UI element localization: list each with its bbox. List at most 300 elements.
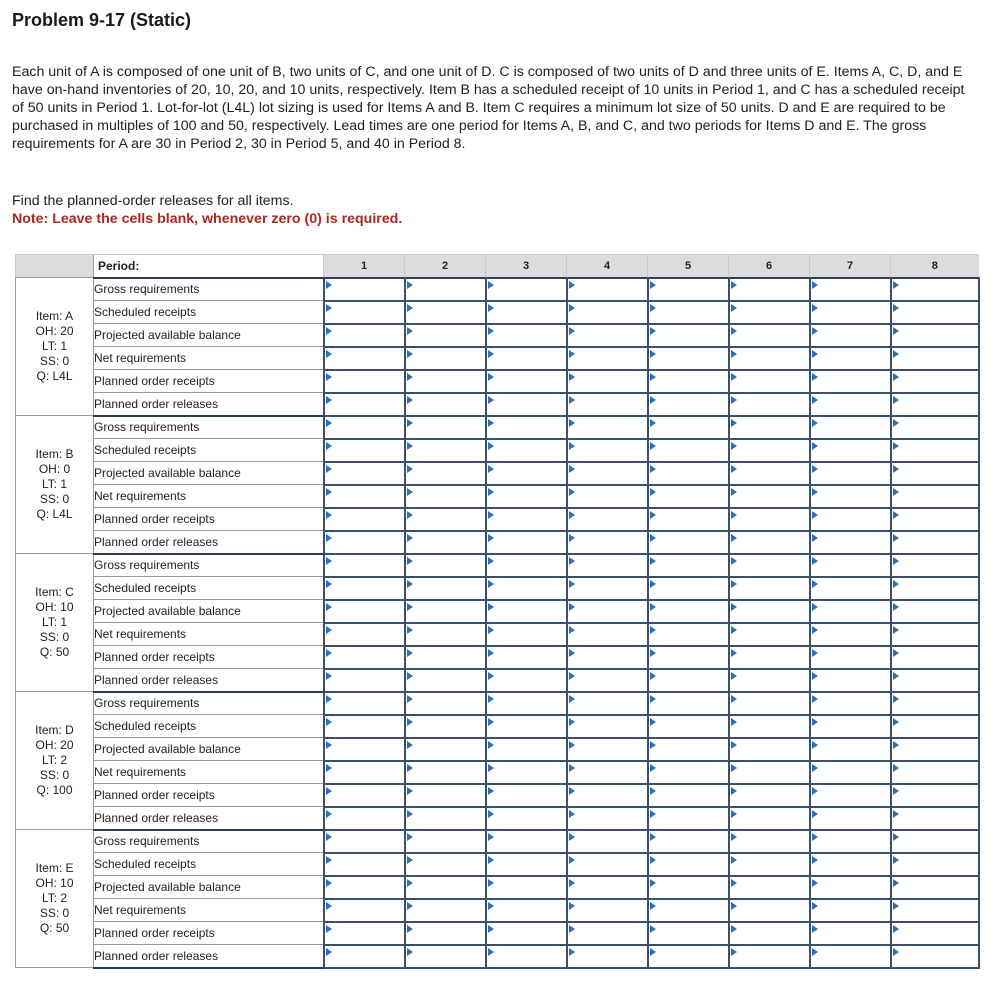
cell-marker-icon [569, 856, 575, 864]
answer-cell[interactable] [810, 830, 891, 853]
answer-cell[interactable] [486, 347, 567, 370]
answer-cell[interactable] [891, 623, 979, 646]
answer-cell[interactable] [405, 899, 486, 922]
answer-cell[interactable] [567, 922, 648, 945]
answer-cell[interactable] [567, 738, 648, 761]
cell-marker-icon [650, 373, 656, 381]
answer-cell[interactable] [324, 807, 405, 830]
answer-cell[interactable] [648, 784, 729, 807]
answer-cell[interactable] [567, 439, 648, 462]
answer-cell[interactable] [405, 485, 486, 508]
answer-cell[interactable] [324, 899, 405, 922]
cell-marker-icon [488, 304, 494, 312]
cell-marker-icon [407, 419, 413, 427]
answer-cell[interactable] [405, 669, 486, 692]
answer-cell[interactable] [567, 531, 648, 554]
answer-cell[interactable] [486, 301, 567, 324]
cell-marker-icon [650, 787, 656, 795]
cell-marker-icon [812, 879, 818, 887]
cell-marker-icon [731, 488, 737, 496]
answer-cell[interactable] [891, 370, 979, 393]
answer-cell[interactable] [648, 278, 729, 301]
cell-marker-icon [812, 833, 818, 841]
answer-cell[interactable] [486, 554, 567, 577]
answer-cell[interactable] [486, 692, 567, 715]
answer-cell[interactable] [810, 922, 891, 945]
answer-cell[interactable] [648, 945, 729, 968]
answer-cell[interactable] [324, 393, 405, 416]
answer-cell[interactable] [486, 462, 567, 485]
answer-cell[interactable] [324, 715, 405, 738]
answer-cell[interactable] [324, 830, 405, 853]
answer-cell[interactable] [810, 761, 891, 784]
answer-cell[interactable] [486, 278, 567, 301]
answer-cell[interactable] [405, 784, 486, 807]
answer-cell[interactable] [891, 301, 979, 324]
answer-cell[interactable] [891, 922, 979, 945]
answer-cell[interactable] [567, 462, 648, 485]
cell-marker-icon [812, 442, 818, 450]
answer-cell[interactable] [486, 577, 567, 600]
answer-cell[interactable] [405, 761, 486, 784]
answer-cell[interactable] [486, 393, 567, 416]
answer-cell[interactable] [324, 600, 405, 623]
row-label: Planned order releases [94, 669, 324, 692]
answer-cell[interactable] [405, 508, 486, 531]
cell-marker-icon [488, 695, 494, 703]
row-label: Net requirements [94, 623, 324, 646]
answer-cell[interactable] [486, 761, 567, 784]
cell-marker-icon [731, 580, 737, 588]
answer-cell[interactable] [405, 715, 486, 738]
answer-cell[interactable] [648, 347, 729, 370]
answer-cell[interactable] [567, 278, 648, 301]
answer-cell[interactable] [405, 922, 486, 945]
answer-cell[interactable] [648, 370, 729, 393]
answer-cell[interactable] [891, 347, 979, 370]
answer-cell[interactable] [891, 324, 979, 347]
answer-cell[interactable] [891, 462, 979, 485]
answer-cell[interactable] [324, 623, 405, 646]
answer-cell[interactable] [891, 876, 979, 899]
answer-cell[interactable] [405, 853, 486, 876]
answer-cell[interactable] [567, 623, 648, 646]
answer-cell[interactable] [486, 669, 567, 692]
answer-cell[interactable] [891, 646, 979, 669]
answer-cell[interactable] [729, 301, 810, 324]
cell-marker-icon [650, 810, 656, 818]
answer-cell[interactable] [891, 508, 979, 531]
answer-cell[interactable] [324, 761, 405, 784]
item-oh: OH: 20 [35, 738, 74, 752]
answer-cell[interactable] [648, 692, 729, 715]
item-lt: LT: 1 [41, 615, 68, 629]
item-oh: OH: 10 [35, 876, 74, 890]
answer-cell[interactable] [324, 945, 405, 968]
answer-cell[interactable] [729, 508, 810, 531]
answer-cell[interactable] [729, 853, 810, 876]
answer-cell[interactable] [810, 301, 891, 324]
answer-cell[interactable] [729, 646, 810, 669]
instruction-text: Find the planned-order releases for all items. [12, 193, 294, 209]
answer-cell[interactable] [810, 715, 891, 738]
answer-cell[interactable] [810, 324, 891, 347]
answer-cell[interactable] [729, 554, 810, 577]
answer-cell[interactable] [810, 876, 891, 899]
answer-cell[interactable] [729, 577, 810, 600]
answer-cell[interactable] [567, 669, 648, 692]
answer-cell[interactable] [810, 439, 891, 462]
answer-cell[interactable] [405, 577, 486, 600]
row-label: Projected available balance [94, 462, 324, 485]
answer-cell[interactable] [567, 784, 648, 807]
answer-cell[interactable] [648, 531, 729, 554]
answer-cell[interactable] [891, 853, 979, 876]
answer-cell[interactable] [567, 853, 648, 876]
table-row [16, 853, 979, 876]
answer-cell[interactable] [648, 876, 729, 899]
answer-cell[interactable] [405, 439, 486, 462]
answer-cell[interactable] [567, 715, 648, 738]
answer-cell[interactable] [810, 738, 891, 761]
answer-cell[interactable] [567, 830, 648, 853]
answer-cell[interactable] [729, 945, 810, 968]
answer-cell[interactable] [810, 600, 891, 623]
cell-marker-icon [407, 350, 413, 358]
answer-cell[interactable] [648, 439, 729, 462]
cell-marker-icon [488, 833, 494, 841]
answer-cell[interactable] [648, 761, 729, 784]
answer-cell[interactable] [405, 462, 486, 485]
answer-cell[interactable] [891, 715, 979, 738]
answer-cell[interactable] [486, 508, 567, 531]
answer-cell[interactable] [729, 600, 810, 623]
cell-marker-icon [731, 948, 737, 956]
answer-cell[interactable] [729, 899, 810, 922]
answer-cell[interactable] [891, 692, 979, 715]
answer-cell[interactable] [810, 370, 891, 393]
answer-cell[interactable] [405, 623, 486, 646]
answer-cell[interactable] [567, 370, 648, 393]
answer-cell[interactable] [567, 807, 648, 830]
answer-cell[interactable] [486, 715, 567, 738]
answer-cell[interactable] [486, 784, 567, 807]
answer-cell[interactable] [324, 738, 405, 761]
answer-cell[interactable] [567, 899, 648, 922]
answer-cell[interactable] [405, 347, 486, 370]
answer-cell[interactable] [729, 324, 810, 347]
answer-cell[interactable] [486, 370, 567, 393]
answer-cell[interactable] [810, 646, 891, 669]
answer-cell[interactable] [324, 439, 405, 462]
answer-cell[interactable] [648, 853, 729, 876]
answer-cell[interactable] [648, 830, 729, 853]
answer-cell[interactable] [729, 715, 810, 738]
cell-marker-icon [650, 672, 656, 680]
cell-marker-icon [812, 649, 818, 657]
table-row [16, 554, 979, 577]
answer-cell[interactable] [729, 922, 810, 945]
answer-cell[interactable] [729, 692, 810, 715]
answer-cell[interactable] [405, 393, 486, 416]
cell-marker-icon [326, 350, 332, 358]
answer-cell[interactable] [486, 738, 567, 761]
answer-cell[interactable] [405, 738, 486, 761]
answer-cell[interactable] [648, 301, 729, 324]
answer-cell[interactable] [891, 899, 979, 922]
answer-cell[interactable] [891, 416, 979, 439]
answer-cell[interactable] [891, 669, 979, 692]
answer-cell[interactable] [324, 531, 405, 554]
answer-cell[interactable] [810, 669, 891, 692]
answer-cell[interactable] [405, 554, 486, 577]
answer-cell[interactable] [486, 853, 567, 876]
answer-cell[interactable] [648, 623, 729, 646]
table-row [16, 646, 979, 669]
answer-cell[interactable] [324, 370, 405, 393]
answer-cell[interactable] [810, 485, 891, 508]
cell-marker-icon [407, 672, 413, 680]
answer-cell[interactable] [486, 324, 567, 347]
answer-cell[interactable] [405, 692, 486, 715]
answer-cell[interactable] [891, 577, 979, 600]
answer-cell[interactable] [648, 922, 729, 945]
answer-cell[interactable] [324, 278, 405, 301]
item-lt: LT: 1 [41, 339, 68, 353]
answer-cell[interactable] [810, 531, 891, 554]
answer-cell[interactable] [324, 692, 405, 715]
answer-cell[interactable] [405, 830, 486, 853]
answer-cell[interactable] [567, 876, 648, 899]
answer-cell[interactable] [324, 669, 405, 692]
answer-cell[interactable] [324, 301, 405, 324]
answer-cell[interactable] [567, 554, 648, 577]
answer-cell[interactable] [324, 462, 405, 485]
answer-cell[interactable] [648, 646, 729, 669]
answer-cell[interactable] [891, 485, 979, 508]
answer-cell[interactable] [324, 784, 405, 807]
cell-marker-icon [488, 672, 494, 680]
answer-cell[interactable] [729, 416, 810, 439]
answer-cell[interactable] [648, 715, 729, 738]
cell-marker-icon [650, 626, 656, 634]
cell-marker-icon [488, 810, 494, 818]
answer-cell[interactable] [891, 531, 979, 554]
answer-cell[interactable] [567, 416, 648, 439]
answer-cell[interactable] [729, 830, 810, 853]
cell-marker-icon [569, 764, 575, 772]
cell-marker-icon [650, 649, 656, 657]
answer-cell[interactable] [486, 922, 567, 945]
answer-cell[interactable] [729, 370, 810, 393]
answer-cell[interactable] [486, 876, 567, 899]
cell-marker-icon [731, 672, 737, 680]
answer-cell[interactable] [486, 945, 567, 968]
table-row [16, 784, 979, 807]
answer-cell[interactable] [729, 393, 810, 416]
answer-cell[interactable] [486, 531, 567, 554]
answer-cell[interactable] [729, 876, 810, 899]
answer-cell[interactable] [729, 278, 810, 301]
answer-cell[interactable] [891, 738, 979, 761]
answer-cell[interactable] [729, 439, 810, 462]
row-label: Gross requirements [94, 278, 324, 301]
answer-cell[interactable] [486, 439, 567, 462]
answer-cell[interactable] [648, 416, 729, 439]
answer-cell[interactable] [324, 646, 405, 669]
answer-cell[interactable] [729, 738, 810, 761]
answer-cell[interactable] [729, 784, 810, 807]
answer-cell[interactable] [405, 301, 486, 324]
answer-cell[interactable] [405, 945, 486, 968]
answer-cell[interactable] [486, 807, 567, 830]
answer-cell[interactable] [405, 416, 486, 439]
answer-cell[interactable] [810, 278, 891, 301]
answer-cell[interactable] [810, 853, 891, 876]
answer-cell[interactable] [648, 508, 729, 531]
cell-marker-icon [812, 419, 818, 427]
answer-cell[interactable] [486, 899, 567, 922]
answer-cell[interactable] [648, 462, 729, 485]
answer-cell[interactable] [324, 508, 405, 531]
answer-cell[interactable] [891, 945, 979, 968]
answer-cell[interactable] [729, 462, 810, 485]
answer-cell[interactable] [810, 347, 891, 370]
answer-cell[interactable] [891, 554, 979, 577]
answer-cell[interactable] [324, 416, 405, 439]
answer-cell[interactable] [891, 393, 979, 416]
answer-cell[interactable] [810, 577, 891, 600]
table-row [16, 347, 979, 370]
answer-cell[interactable] [486, 646, 567, 669]
answer-cell[interactable] [567, 485, 648, 508]
answer-cell[interactable] [405, 531, 486, 554]
cell-marker-icon [407, 879, 413, 887]
answer-cell[interactable] [891, 807, 979, 830]
answer-cell[interactable] [486, 830, 567, 853]
answer-cell[interactable] [648, 393, 729, 416]
cell-marker-icon [893, 649, 899, 657]
answer-cell[interactable] [567, 393, 648, 416]
answer-cell[interactable] [891, 761, 979, 784]
answer-cell[interactable] [891, 278, 979, 301]
cell-marker-icon [569, 511, 575, 519]
answer-cell[interactable] [486, 485, 567, 508]
answer-cell[interactable] [567, 761, 648, 784]
answer-cell[interactable] [324, 876, 405, 899]
answer-cell[interactable] [729, 623, 810, 646]
answer-cell[interactable] [324, 922, 405, 945]
answer-cell[interactable] [567, 600, 648, 623]
cell-marker-icon [650, 350, 656, 358]
answer-cell[interactable] [405, 600, 486, 623]
answer-cell[interactable] [729, 531, 810, 554]
cell-marker-icon [893, 695, 899, 703]
answer-cell[interactable] [648, 577, 729, 600]
answer-cell[interactable] [324, 324, 405, 347]
row-label: Net requirements [94, 485, 324, 508]
answer-cell[interactable] [648, 738, 729, 761]
answer-cell[interactable] [810, 899, 891, 922]
cell-marker-icon [893, 718, 899, 726]
answer-cell[interactable] [405, 324, 486, 347]
answer-cell[interactable] [891, 600, 979, 623]
answer-cell[interactable] [567, 508, 648, 531]
answer-cell[interactable] [729, 807, 810, 830]
answer-cell[interactable] [567, 577, 648, 600]
answer-cell[interactable] [324, 347, 405, 370]
answer-cell[interactable] [405, 370, 486, 393]
answer-cell[interactable] [324, 485, 405, 508]
answer-cell[interactable] [648, 600, 729, 623]
answer-cell[interactable] [405, 646, 486, 669]
item-info [16, 554, 94, 692]
cell-marker-icon [326, 718, 332, 726]
answer-cell[interactable] [567, 646, 648, 669]
answer-cell[interactable] [324, 577, 405, 600]
answer-cell[interactable] [648, 807, 729, 830]
answer-cell[interactable] [648, 485, 729, 508]
answer-cell[interactable] [729, 761, 810, 784]
answer-cell[interactable] [891, 830, 979, 853]
answer-cell[interactable] [810, 462, 891, 485]
answer-cell[interactable] [567, 301, 648, 324]
answer-cell[interactable] [405, 876, 486, 899]
answer-cell[interactable] [648, 899, 729, 922]
item-item: Item: D [35, 723, 74, 737]
answer-cell[interactable] [810, 807, 891, 830]
table-row [16, 370, 979, 393]
answer-cell[interactable] [324, 853, 405, 876]
cell-marker-icon [650, 442, 656, 450]
cell-marker-icon [326, 304, 332, 312]
answer-cell[interactable] [810, 554, 891, 577]
answer-cell[interactable] [729, 669, 810, 692]
answer-cell[interactable] [729, 347, 810, 370]
answer-cell[interactable] [810, 416, 891, 439]
cell-marker-icon [731, 350, 737, 358]
answer-cell[interactable] [567, 324, 648, 347]
answer-cell[interactable] [405, 807, 486, 830]
cell-marker-icon [812, 350, 818, 358]
answer-cell[interactable] [810, 508, 891, 531]
answer-cell[interactable] [810, 945, 891, 968]
answer-cell[interactable] [567, 945, 648, 968]
answer-cell[interactable] [810, 393, 891, 416]
table-row [16, 577, 979, 600]
answer-cell[interactable] [405, 278, 486, 301]
cell-marker-icon [488, 373, 494, 381]
answer-cell[interactable] [810, 784, 891, 807]
answer-cell[interactable] [810, 623, 891, 646]
answer-cell[interactable] [486, 416, 567, 439]
answer-cell[interactable] [567, 692, 648, 715]
answer-cell[interactable] [648, 324, 729, 347]
cell-marker-icon [488, 350, 494, 358]
answer-cell[interactable] [810, 692, 891, 715]
answer-cell[interactable] [891, 784, 979, 807]
answer-cell[interactable] [486, 600, 567, 623]
answer-cell[interactable] [648, 554, 729, 577]
answer-cell[interactable] [648, 669, 729, 692]
answer-cell[interactable] [729, 485, 810, 508]
cell-marker-icon [407, 764, 413, 772]
answer-cell[interactable] [567, 347, 648, 370]
cell-marker-icon [650, 396, 656, 404]
answer-cell[interactable] [486, 623, 567, 646]
answer-cell[interactable] [891, 439, 979, 462]
answer-cell[interactable] [324, 554, 405, 577]
